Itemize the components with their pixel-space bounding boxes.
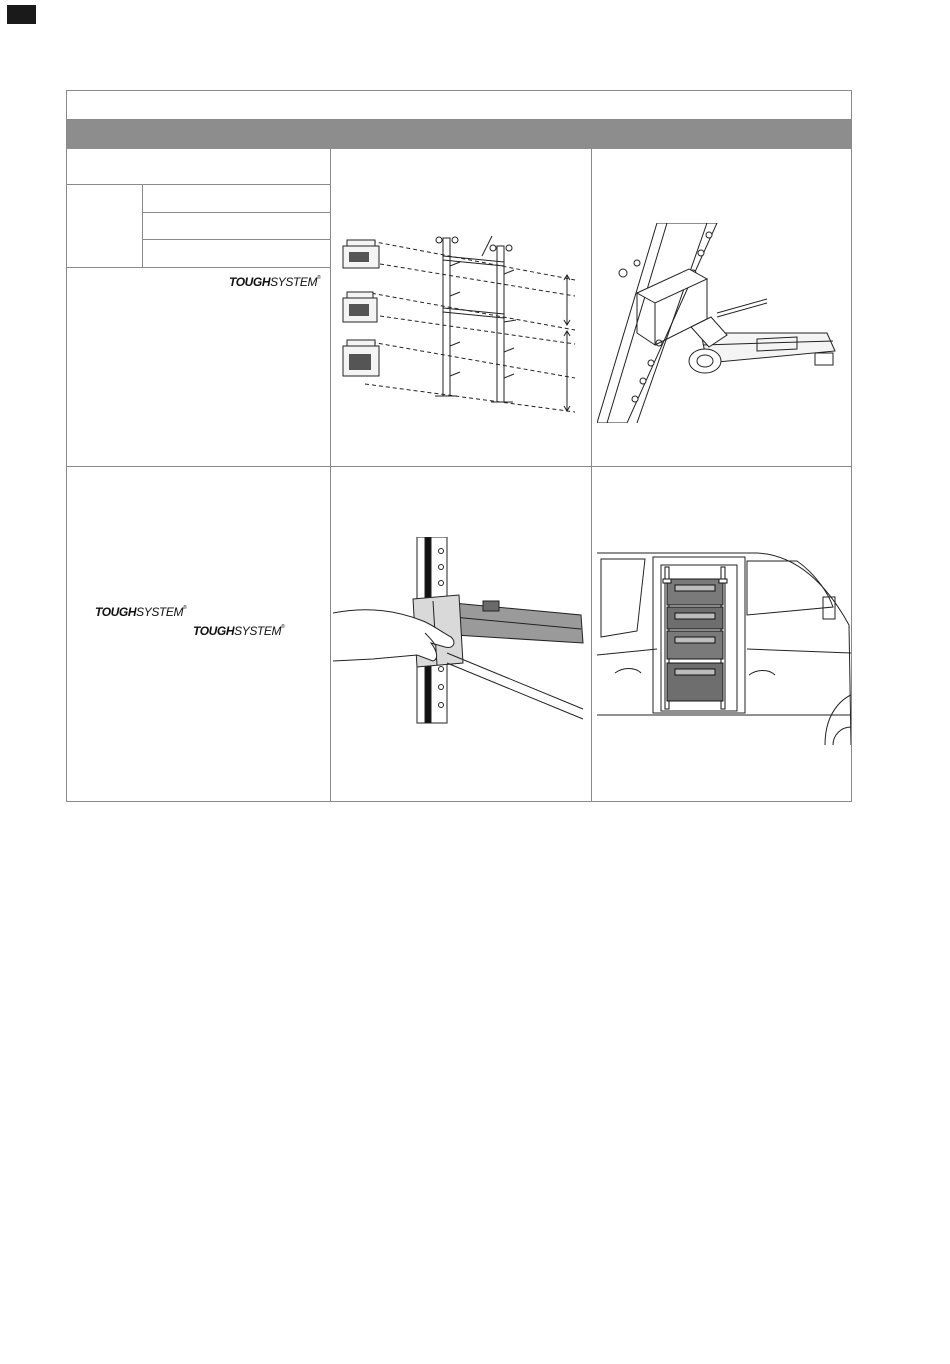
grid-line bbox=[591, 149, 592, 801]
grid-line bbox=[67, 119, 851, 120]
bracket-bolt-icon bbox=[597, 223, 847, 423]
rack-with-boxes-icon bbox=[335, 226, 585, 426]
grid-line bbox=[330, 149, 331, 801]
logo-bold-text: TOUGH bbox=[95, 605, 137, 619]
van-rack-icon bbox=[597, 545, 851, 745]
logo-regular-text: SYSTEM bbox=[270, 275, 318, 289]
language-tab bbox=[7, 5, 36, 24]
logo-regular-text: SYSTEM bbox=[136, 605, 184, 619]
logo-registered-mark: ® bbox=[183, 605, 187, 611]
logo-bold-text: TOUGH bbox=[193, 624, 235, 638]
grid-line bbox=[67, 466, 851, 467]
grid-line bbox=[142, 239, 330, 240]
logo-registered-mark: ® bbox=[317, 275, 321, 281]
hand-install-icon bbox=[333, 537, 585, 729]
logo-registered-mark: ® bbox=[281, 624, 285, 630]
grid-line bbox=[67, 184, 330, 185]
logo-regular-text: SYSTEM bbox=[234, 624, 282, 638]
van-installation bbox=[597, 545, 851, 745]
grid-line bbox=[142, 212, 330, 213]
header-band bbox=[67, 120, 851, 149]
toughsystem-logo bbox=[95, 606, 186, 618]
toughsystem-logo bbox=[193, 625, 284, 637]
logo-bold-text: TOUGH bbox=[229, 275, 271, 289]
spec-sheet bbox=[66, 90, 852, 802]
grid-line bbox=[67, 267, 330, 268]
hand-mounting bbox=[333, 537, 585, 729]
toughsystem-logo bbox=[229, 276, 320, 288]
rack-diagram bbox=[335, 226, 585, 426]
grid-line bbox=[142, 184, 143, 267]
bracket-closeup bbox=[597, 223, 847, 423]
